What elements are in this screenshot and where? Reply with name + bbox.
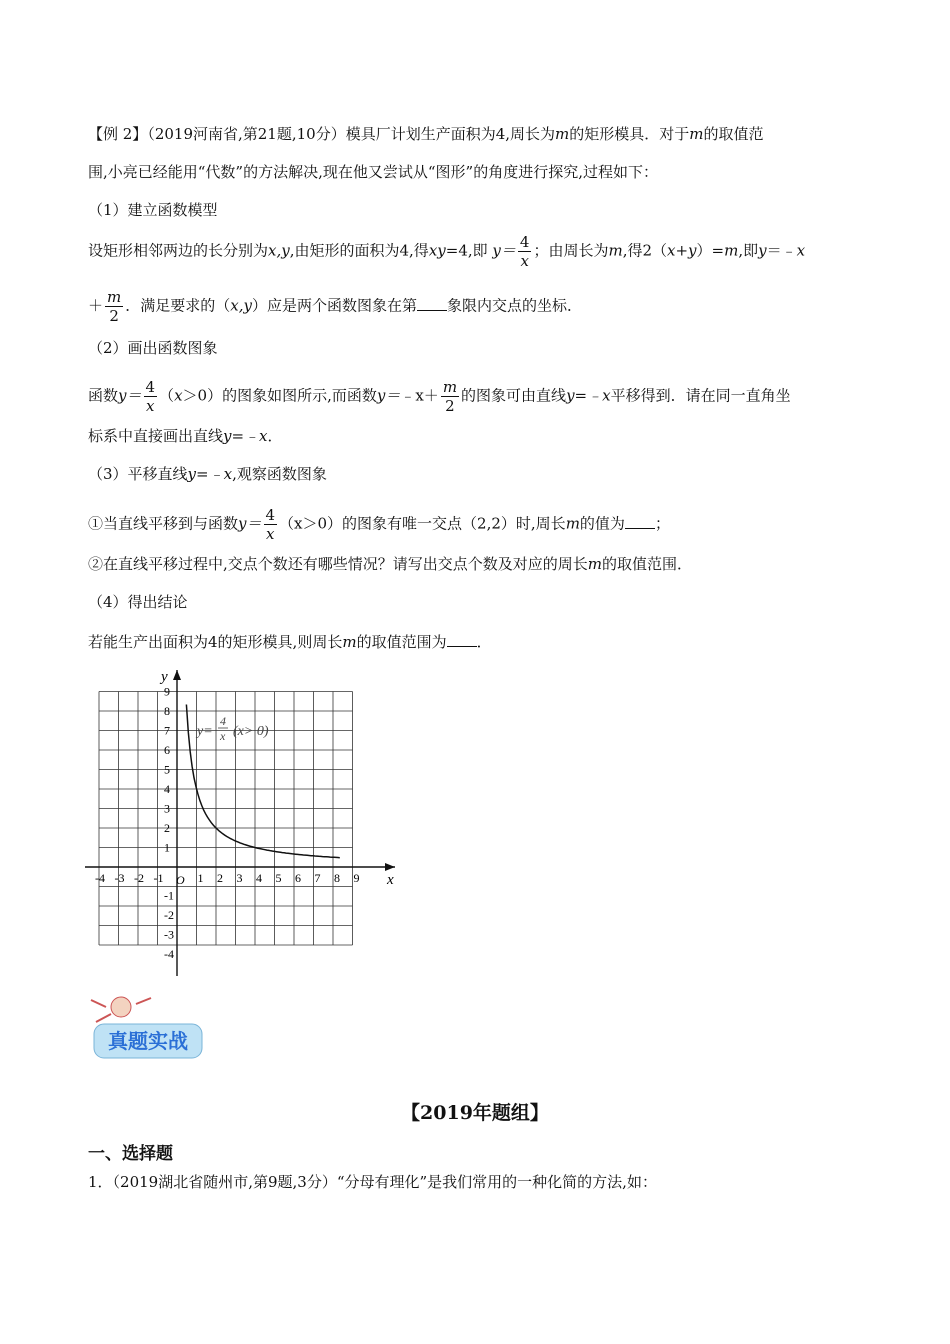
example-intro-2: 围,小亮已经能用“代数”的方法解决,现在他又尝试从“图形”的角度进行探究,过程如下： <box>88 163 658 181</box>
mascot-icon <box>111 997 131 1017</box>
step1-title: （1）建立函数模型 <box>88 201 218 219</box>
x-tick-label: 9 <box>353 871 360 885</box>
y-tick-label: -4 <box>164 947 174 961</box>
x-tick-label: -3 <box>114 871 125 885</box>
x-tick-label: 6 <box>295 871 301 885</box>
curve-label <box>195 714 269 743</box>
x-tick-label: -2 <box>134 871 144 885</box>
step4-text: 若能生产出面积为4的矩形模具,则周长m的取值范围为 ． <box>88 633 492 651</box>
x-tick-labels <box>95 871 360 885</box>
y-tick-label: 9 <box>164 684 170 699</box>
svg-text:(x> 0): (x> 0) <box>233 724 269 739</box>
section-heading: 一、选择题 <box>88 1144 173 1164</box>
x-axis-label: x <box>387 872 394 888</box>
y-tick-label: -2 <box>164 908 174 922</box>
x-tick-label: -4 <box>95 871 105 885</box>
step1-text-2: ＋ $\frac{m}{2}$ ．满足要求的（x,y）应是两个函数图象在第 象限内交点的坐标． <box>88 288 582 325</box>
step1-text: 设矩形相邻两边的长分别为x,y,由矩形的面积为4,得xy=4,即 y＝ $\frac{4}{x}$ ；由周长为m,得2（x+y）=m,即y＝﹣x <box>88 233 806 270</box>
y-tick-label: 8 <box>164 704 170 718</box>
fraction-m-over-2: $\frac{m}{2}$ <box>107 288 122 325</box>
grid <box>99 692 353 946</box>
step2-title: （2）画出函数图象 <box>88 339 218 357</box>
step3-question-2: ②在直线平移过程中,交点个数还有哪些情况？请写出交点个数及对应的周长m的取值范围． <box>88 555 693 573</box>
y-tick-label: -3 <box>164 927 174 942</box>
y-tick-label: 2 <box>164 821 170 835</box>
y-axis-arrow <box>173 670 181 680</box>
x-axis-arrow <box>385 863 395 871</box>
example-intro: 【例 2】（2019河南省,第21题,10分）模具厂计划生产面积为4,周长为m的矩形模具．对于m的取值范 <box>88 125 764 143</box>
x-tick-label: 3 <box>236 871 243 885</box>
x-tick-label: 8 <box>334 871 340 885</box>
fraction-4-over-x: $\frac{4}{x}$ <box>519 233 530 270</box>
question-1: 1．（2019湖北省随州市,第9题,3分）“分母有理化”是我们常用的一种化简的方法,如： <box>88 1173 657 1191</box>
badge-label: 真题实战 <box>108 1029 188 1053</box>
x-tick-label: 4 <box>256 871 262 885</box>
step3-question-1: ①当直线平移到与函数y＝ $\frac{4}{x}$ （x＞0）的图象有唯一交点（2,2）时,周长m的值为 ； <box>88 506 670 543</box>
y-tick-label: -1 <box>164 888 174 903</box>
origin-label: O <box>176 873 185 887</box>
step4-title: （4）得出结论 <box>88 593 188 611</box>
y-tick-label: 4 <box>164 782 170 796</box>
x-tick-label: 7 <box>314 871 321 885</box>
y-tick-labels <box>164 685 174 962</box>
real-exam-badge <box>86 992 206 1062</box>
svg-text:y=: y= <box>197 724 213 739</box>
y-tick-label: 5 <box>164 762 170 777</box>
step3-title: （3）平移直线y=﹣x,观察函数图象 <box>88 465 327 483</box>
x-tick-label: 5 <box>275 871 282 885</box>
step2-text: 函数y＝ $\frac{4}{x}$ （x＞0）的图象如图所示,而函数y＝﹣x＋ $\frac{m}{2}$ 的图象可由直线y=﹣x平移得到．请在同一直角坐 <box>88 378 791 415</box>
answer-blank <box>417 296 447 311</box>
y-tick-label: 7 <box>164 723 170 738</box>
x-tick-label: -1 <box>153 871 164 885</box>
y-tick-label: 1 <box>164 840 170 855</box>
x-tick-label: 2 <box>217 871 223 885</box>
step2-text-2: 标系中直接画出直线y=﹣x． <box>88 427 283 445</box>
example-label: 【例 2】 <box>88 125 148 143</box>
x-tick-label: 1 <box>197 871 204 885</box>
svg-text:x: x <box>220 729 226 743</box>
svg-text:4: 4 <box>220 714 226 728</box>
group-heading: 【2019年题组】 <box>401 1102 549 1124</box>
y-tick-label: 6 <box>164 743 170 757</box>
y-tick-label: 3 <box>164 801 170 816</box>
coordinate-graph <box>85 668 405 983</box>
y-axis-label: y <box>161 669 168 685</box>
